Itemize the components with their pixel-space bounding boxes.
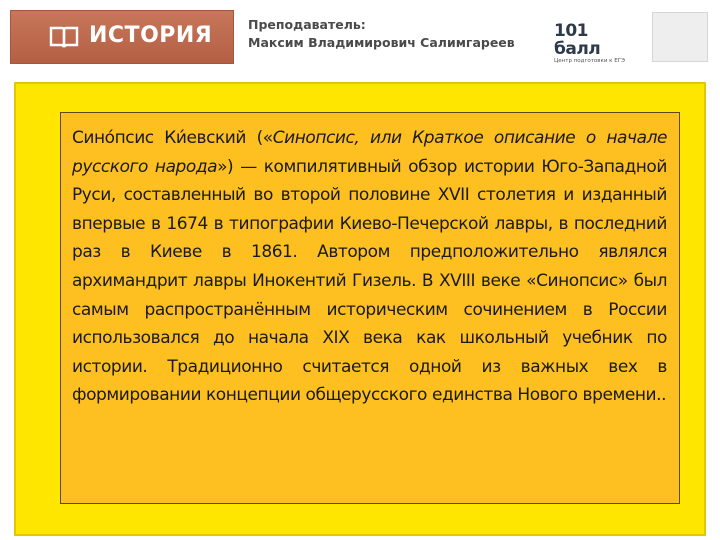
yellow-frame [14, 82, 706, 536]
italic-full-title: Синопсис, или Краткое описание о начале русского народа [72, 128, 668, 177]
paragraph-body: — компилятивный обзор истории Юго-Западной Руси, составленный во второй половине XVII столетия и изданный впервые в 1674 в типографии Киево-Печерской лавры, в последний раз в Киеве в 1861. Автором предположительно являлся архимандрит лавры Инокентий Гизель. В XVIII веке «Синопсис» был самым распространённым историческим сочинением в России использовался до начала XIX века как школьный учебник по истории. Традиционно считается одной из важных вех в формировании концепции общерусского единства Нового времени.. [72, 156, 667, 406]
teacher-info [248, 16, 515, 52]
teacher-name: Максим Владимирович Салимгареев [248, 35, 515, 50]
brand-name: 101 балл [554, 21, 601, 59]
slide-content-area [0, 72, 720, 540]
open-paren: (« [246, 128, 273, 148]
brand-logo [554, 22, 634, 65]
subject-title: ИСТОРИЯ [89, 23, 213, 48]
brand-tagline: Центр подготовки к ЕГЭ [554, 58, 625, 64]
subject-logo [10, 10, 234, 64]
definition-paragraph [72, 124, 667, 410]
term-title: Сино́псис Ки́евский [72, 128, 246, 148]
text-box [60, 112, 680, 504]
corner-decoration [652, 12, 708, 62]
close-paren: ») [217, 156, 234, 177]
open-book-icon [49, 25, 79, 49]
header [0, 0, 720, 72]
teacher-label: Преподаватель: [248, 17, 366, 32]
